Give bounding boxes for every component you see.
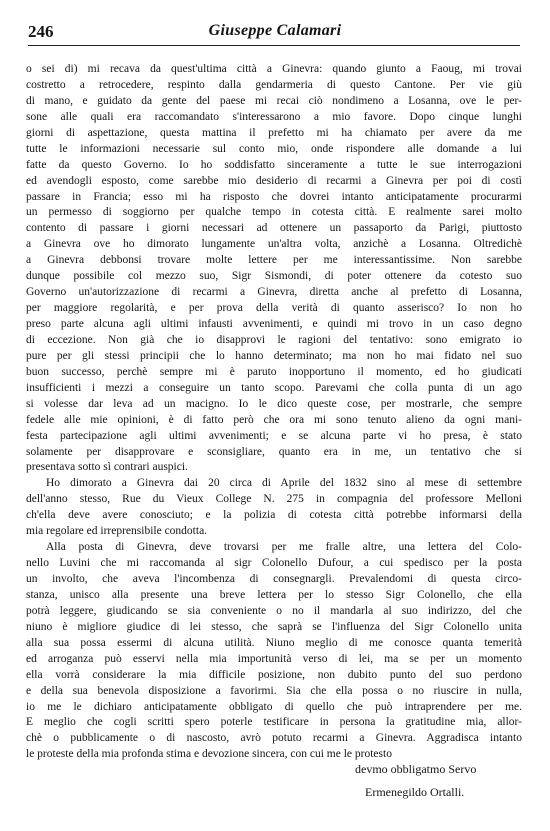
text-line: stanza, unisco alla presente una breve lettera per lo stesso Sigr Colonello, che ella xyxy=(26,588,522,601)
text-line: alla sua possa essermi di alcuna utilità. Niuno meglio di me conosce quanta temerità xyxy=(26,636,522,649)
text-line: ch'ella deve avere conosciuto; e la polizia di cotesta città potrebbe informarsi della xyxy=(26,509,522,522)
page-number: 246 xyxy=(28,22,54,41)
text-line: o sei di) mi recava da quest'ultima città a Ginevra: quando giunto a Faoug, mi trovai xyxy=(26,63,522,75)
closing-salutation xyxy=(355,758,476,781)
closing-servant: Servo xyxy=(448,762,477,776)
closing-obliged: obbligatmo xyxy=(390,762,446,776)
text-line: e della sua benevola disposizione a favorirmi. Sia che ella possa o no riuscire in nulla, xyxy=(26,684,522,697)
text-line: costretto a retrocedere, respinto dalla gendarmeria di questo Cantone. Per vie giù xyxy=(26,78,522,91)
text-line: insufficienti i mezzi a conseguire un tanto scopo. Parevami che colla punta di un ago xyxy=(26,381,522,394)
text-line: fatte da questo Governo. Io ho soddisfatto sinceramente a tutte le sue interrogazioni xyxy=(26,158,522,171)
text-line: passare in Francia; esso mi ha risposto che dovrei intanto anticipatamente procurarmi xyxy=(26,190,522,203)
text-line: giorni di aspettazione, questa mattina il prefetto mi ha chiamato per avere da me xyxy=(26,126,522,139)
text-line: per maggiore regolarità, e per prova della verità di quanto asserisco? Io non ho xyxy=(26,302,522,315)
letter-body xyxy=(26,62,522,763)
text-line: ed arroganza può esservi nella mia importunità verso di lei, ma se per un momento xyxy=(26,652,522,665)
letter-closing xyxy=(355,758,476,804)
running-head: Giuseppe Calamari xyxy=(208,22,342,39)
text-line: mia regolare ed irreprensibile condotta. xyxy=(26,525,208,538)
text-line: io me le dichiaro anticipatamente obbligato di quello che può intraprendere per me. xyxy=(26,700,522,713)
text-line: di mano, e guidato da gente del paese mi recai ciò nondimeno a Losanna, ove le per- xyxy=(26,94,522,107)
text-line: niuno è migliore giudice di lei stesso, che saprà se l'influenza del Sigr Colonello unita xyxy=(26,620,522,633)
text-line: Ho dimorato a Ginevra dai 20 circa di Aprile del 1832 sino al mese di settembre xyxy=(46,477,522,490)
header-rule xyxy=(28,45,520,46)
text-line: buon successo, perchè sempre mi è paruto inopportuno il momento, ed ho giudicati xyxy=(26,365,522,378)
text-line: chè o pubblicamente o di nascosto, avrò potuto recarmi a Ginevra. Aggradisca intanto xyxy=(26,732,522,745)
text-line: preso parte alcuna agli ultimi infausti avvenimenti, e quindi mi trovo in un caso degno xyxy=(26,318,522,330)
text-line: potrà leggere, giudicando se sia conveniente o no il mandarla al suo indirizzo, del che xyxy=(26,604,522,617)
text-line: un permesso di soggiorno per qualche tempo in cotesta città. E realmente sarei molto xyxy=(26,206,522,219)
text-line: sone alle quali era raccomandato s'interessarono a mio favore. Dopo cinque lunghi xyxy=(26,110,522,123)
text-line: un involto, che aveva l'incombenza di consegnargli. Prevalendomi di questa circo- xyxy=(26,573,522,585)
text-line: nello Luvini che mi raccomanda al sigr Colonello Dufour, a cui spedisco per la posta xyxy=(26,557,522,570)
text-line: dunque possibile col mezzo suo, Sigr Sismondi, di poter ottenere da cotesto suo xyxy=(26,270,522,283)
text-line: solamente per disapprovare e sconsigliare, quanto era in me, un tentativo che si xyxy=(26,445,522,458)
text-line: dell'anno stesso, Rue du Vieux College N. 275 in compagnia del professore Melloni xyxy=(26,493,522,506)
text-line: pure per gli stessi principii che lo hanno determinato; ma non ho mai fidato nel suo xyxy=(26,349,522,362)
text-line: a Ginevra debbonsi trovare molte lettere per me interessantissime. Non sarebbe xyxy=(26,254,522,267)
closing-devoted: devmo xyxy=(355,762,388,776)
text-line: ed avendogli esposto, come sarebbe mio desiderio di recarmi a Ginevra per poi di costì xyxy=(26,174,522,187)
text-line: tutte le informazioni necessarie sul conto mio, onde rispondere alle domande a lui xyxy=(26,142,522,155)
page-header xyxy=(28,22,522,46)
text-line: si volesse dar leva ad un macigno. Io le dico queste cose, per mostrarle, che sempre xyxy=(26,397,522,410)
signature: Ermenegildo Ortalli. xyxy=(365,785,465,799)
text-line: Governo un'autorizzazione di recarmi a Ginevra, diretta anche al prefetto di Losanna, xyxy=(26,286,522,299)
text-line: festa partecipazione agli ultimi avvenimenti; e se alcuna parte vi ho presa, è stato xyxy=(26,429,522,442)
text-line: contento di passare i giorni necessari ad ottenere un passaporto da Parigi, piuttosto xyxy=(26,222,522,235)
text-line: le proteste della mia profonda stima e devozione sincera, con cui me le protesto xyxy=(26,748,392,761)
text-line: ella vorrà considerare la mia difficile posizione, non dubito punto del suo perdono xyxy=(26,668,522,681)
text-line: di eccezione. Non già che io disapprovi le ragioni del tentativo: sono emigrato io xyxy=(26,333,522,346)
text-line: E meglio che cogli scritti spero poterle testificare in persona la gratitudine mia, allor- xyxy=(26,716,522,729)
text-line: Alla posta di Ginevra, deve trovarsi per me fralle altre, una lettera del Colo- xyxy=(46,541,522,554)
text-line: presentava sotto sì contrari auspici. xyxy=(26,461,188,474)
text-line: fedele alle mie opinioni, è di fatto però che ora mi sono tenuto alieno da ogni mani- xyxy=(26,413,522,426)
text-line: a Ginevra ove ho dimorato lungamente un'altra volta, anzichè a Losanna. Oltredichè xyxy=(26,238,522,251)
